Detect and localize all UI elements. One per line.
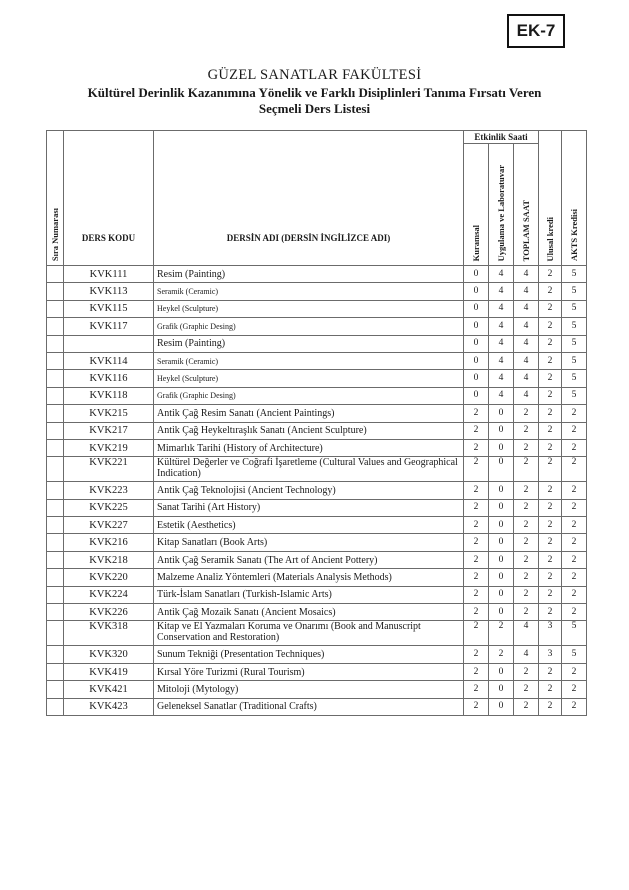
akts-value: 5 — [562, 352, 587, 369]
course-name: Antik Çağ Resim Sanatı (Ancient Paintings) — [154, 405, 464, 422]
ulusal-kredi-value: 2 — [539, 698, 562, 715]
toplam-value: 2 — [514, 405, 539, 422]
course-code: KVK113 — [64, 283, 154, 300]
header-toplam: TOPLAM SAAT — [521, 199, 531, 261]
header-akts-cell — [562, 131, 587, 266]
header-ulusal: Ulusal kredi — [545, 216, 555, 261]
course-code: KVK217 — [64, 422, 154, 439]
akts-value: 2 — [562, 422, 587, 439]
course-code: KVK216 — [64, 534, 154, 551]
kuramsal-value: 2 — [464, 517, 489, 534]
table-row — [47, 457, 587, 482]
table-row — [47, 405, 587, 422]
course-name: Kültürel Değerler ve Coğrafi İşaretleme (Cultural Values and Geographical Indication) — [154, 457, 464, 482]
uygulama-value: 4 — [489, 300, 514, 317]
kuramsal-value: 0 — [464, 335, 489, 352]
kuramsal-value: 0 — [464, 387, 489, 404]
uygulama-value: 4 — [489, 352, 514, 369]
akts-value: 2 — [562, 405, 587, 422]
course-code: KVK224 — [64, 586, 154, 603]
akts-value: 2 — [562, 439, 587, 456]
toplam-value: 2 — [514, 569, 539, 586]
course-name: Mitoloji (Mytology) — [154, 681, 464, 698]
akts-value: 2 — [562, 499, 587, 516]
uygulama-value: 4 — [489, 283, 514, 300]
ulusal-kredi-value: 2 — [539, 370, 562, 387]
sira-cell — [47, 646, 64, 663]
sira-cell — [47, 439, 64, 456]
toplam-value: 2 — [514, 534, 539, 551]
kuramsal-value: 2 — [464, 499, 489, 516]
course-name: Türk-İslam Sanatları (Turkish-Islamic Arts) — [154, 586, 464, 603]
ulusal-kredi-value: 3 — [539, 646, 562, 663]
sira-cell — [47, 569, 64, 586]
header-name: DERSİN ADI (DERSİN İNGİLİZCE ADI) — [154, 131, 464, 266]
toplam-value: 4 — [514, 352, 539, 369]
uygulama-value: 0 — [489, 698, 514, 715]
kuramsal-value: 2 — [464, 621, 489, 646]
akts-value: 5 — [562, 387, 587, 404]
table-row — [47, 422, 587, 439]
akts-value: 2 — [562, 586, 587, 603]
uygulama-value: 0 — [489, 663, 514, 680]
uygulama-value: 4 — [489, 387, 514, 404]
kuramsal-value: 2 — [464, 646, 489, 663]
table-row — [47, 517, 587, 534]
kuramsal-value: 2 — [464, 551, 489, 568]
course-name: Heykel (Sculpture) — [154, 370, 464, 387]
kuramsal-value: 2 — [464, 681, 489, 698]
sira-cell — [47, 663, 64, 680]
sira-cell — [47, 266, 64, 283]
kuramsal-value: 0 — [464, 266, 489, 283]
toplam-value: 4 — [514, 387, 539, 404]
uygulama-value: 0 — [489, 586, 514, 603]
akts-value: 5 — [562, 300, 587, 317]
header-toplam-cell — [514, 144, 539, 266]
akts-value: 2 — [562, 534, 587, 551]
sira-cell — [47, 457, 64, 482]
course-name: Antik Çağ Teknolojisi (Ancient Technology) — [154, 482, 464, 499]
ulusal-kredi-value: 2 — [539, 335, 562, 352]
course-name: Resim (Painting) — [154, 266, 464, 283]
table-row — [47, 335, 587, 352]
akts-value: 2 — [562, 482, 587, 499]
uygulama-value: 2 — [489, 646, 514, 663]
course-code: KVK223 — [64, 482, 154, 499]
header-ulusal-cell — [539, 131, 562, 266]
table-row — [47, 266, 587, 283]
course-code — [64, 335, 154, 352]
kuramsal-value: 2 — [464, 586, 489, 603]
toplam-value: 2 — [514, 663, 539, 680]
akts-value: 5 — [562, 335, 587, 352]
uygulama-value: 0 — [489, 422, 514, 439]
table-row — [47, 318, 587, 335]
table-row — [47, 663, 587, 680]
ulusal-kredi-value: 2 — [539, 318, 562, 335]
course-code: KVK221 — [64, 457, 154, 482]
table-row — [47, 283, 587, 300]
akts-value: 5 — [562, 621, 587, 646]
kuramsal-value: 2 — [464, 604, 489, 621]
sira-cell — [47, 551, 64, 568]
sira-cell — [47, 352, 64, 369]
sira-cell — [47, 698, 64, 715]
table-row — [47, 439, 587, 456]
uygulama-value: 0 — [489, 439, 514, 456]
header-akts: AKTS Kredisi — [569, 208, 579, 261]
course-code: KVK111 — [64, 266, 154, 283]
toplam-value: 2 — [514, 517, 539, 534]
uygulama-value: 2 — [489, 621, 514, 646]
toplam-value: 2 — [514, 586, 539, 603]
course-code: KVK114 — [64, 352, 154, 369]
table-row — [47, 681, 587, 698]
akts-value: 2 — [562, 517, 587, 534]
course-name: Estetik (Aesthetics) — [154, 517, 464, 534]
course-code: KVK225 — [64, 499, 154, 516]
course-code: KVK320 — [64, 646, 154, 663]
ulusal-kredi-value: 2 — [539, 604, 562, 621]
course-name: Grafik (Graphic Desing) — [154, 387, 464, 404]
kuramsal-value: 2 — [464, 457, 489, 482]
ulusal-kredi-value: 3 — [539, 621, 562, 646]
kuramsal-value: 2 — [464, 439, 489, 456]
toplam-value: 2 — [514, 439, 539, 456]
course-name: Seramik (Ceramic) — [154, 283, 464, 300]
sira-cell — [47, 499, 64, 516]
akts-value: 2 — [562, 551, 587, 568]
uygulama-value: 0 — [489, 604, 514, 621]
kuramsal-value: 2 — [464, 663, 489, 680]
header-kuramsal: Kuramsal — [471, 224, 481, 261]
uygulama-value: 0 — [489, 569, 514, 586]
course-name: Malzeme Analiz Yöntemleri (Materials Analysis Methods) — [154, 569, 464, 586]
uygulama-value: 0 — [489, 534, 514, 551]
toplam-value: 4 — [514, 318, 539, 335]
toplam-value: 2 — [514, 422, 539, 439]
akts-value: 2 — [562, 663, 587, 680]
akts-value: 5 — [562, 646, 587, 663]
faculty-title: GÜZEL SANATLAR FAKÜLTESİ — [207, 67, 422, 83]
kuramsal-value: 2 — [464, 698, 489, 715]
course-name: Antik Çağ Heykeltıraşlık Sanatı (Ancient Sculpture) — [154, 422, 464, 439]
kuramsal-value: 0 — [464, 318, 489, 335]
toplam-value: 4 — [514, 266, 539, 283]
ulusal-kredi-value: 2 — [539, 517, 562, 534]
ulusal-kredi-value: 2 — [539, 457, 562, 482]
course-code: KVK219 — [64, 439, 154, 456]
ulusal-kredi-value: 2 — [539, 499, 562, 516]
table-row — [47, 621, 587, 646]
kuramsal-value: 0 — [464, 370, 489, 387]
table-row — [47, 586, 587, 603]
header-kuramsal-cell — [464, 144, 489, 266]
sira-cell — [47, 387, 64, 404]
course-code: KVK226 — [64, 604, 154, 621]
course-name: Sanat Tarihi (Art History) — [154, 499, 464, 516]
sira-cell — [47, 681, 64, 698]
ulusal-kredi-value: 2 — [539, 482, 562, 499]
akts-value: 2 — [562, 681, 587, 698]
toplam-value: 4 — [514, 283, 539, 300]
course-code: KVK421 — [64, 681, 154, 698]
sira-cell — [47, 335, 64, 352]
akts-value: 2 — [562, 698, 587, 715]
course-name: Seramik (Ceramic) — [154, 352, 464, 369]
akts-value: 2 — [562, 569, 587, 586]
uygulama-value: 4 — [489, 318, 514, 335]
course-name: Antik Çağ Seramik Sanatı (The Art of Ancient Pottery) — [154, 551, 464, 568]
course-name: Heykel (Sculpture) — [154, 300, 464, 317]
course-name: Kitap Sanatları (Book Arts) — [154, 534, 464, 551]
uygulama-value: 0 — [489, 482, 514, 499]
course-code: KVK423 — [64, 698, 154, 715]
uygulama-value: 0 — [489, 681, 514, 698]
table-row — [47, 534, 587, 551]
table-row — [47, 646, 587, 663]
sira-cell — [47, 283, 64, 300]
sira-cell — [47, 300, 64, 317]
sira-cell — [47, 422, 64, 439]
course-code: KVK218 — [64, 551, 154, 568]
akts-value: 5 — [562, 283, 587, 300]
kuramsal-value: 2 — [464, 569, 489, 586]
course-name: Kırsal Yöre Turizmi (Rural Tourism) — [154, 663, 464, 680]
course-name: Grafik (Graphic Desing) — [154, 318, 464, 335]
table-row — [47, 604, 587, 621]
document-subtitle: Kültürel Derinlik Kazanımına Yönelik ve Farklı Disiplinleri Tanıma Fırsatı Veren — [87, 85, 542, 100]
ulusal-kredi-value: 2 — [539, 352, 562, 369]
table-row — [47, 569, 587, 586]
course-name: Resim (Painting) — [154, 335, 464, 352]
course-code: KVK318 — [64, 621, 154, 646]
course-code: KVK118 — [64, 387, 154, 404]
uygulama-value: 0 — [489, 499, 514, 516]
document-title: Seçmeli Ders Listesi — [258, 101, 371, 116]
sira-cell — [47, 405, 64, 422]
toplam-value: 4 — [514, 621, 539, 646]
uygulama-value: 0 — [489, 457, 514, 482]
toplam-value: 4 — [514, 646, 539, 663]
course-code: KVK117 — [64, 318, 154, 335]
toplam-value: 4 — [514, 370, 539, 387]
uygulama-value: 4 — [489, 335, 514, 352]
akts-value: 5 — [562, 318, 587, 335]
toplam-value: 2 — [514, 681, 539, 698]
course-table — [46, 130, 587, 716]
toplam-value: 2 — [514, 457, 539, 482]
table-row — [47, 551, 587, 568]
akts-value: 5 — [562, 370, 587, 387]
header-uygulama: Uygulama ve Laboratuvar — [496, 164, 506, 261]
table-row — [47, 352, 587, 369]
course-code: KVK115 — [64, 300, 154, 317]
ulusal-kredi-value: 2 — [539, 266, 562, 283]
header-sira-cell — [47, 131, 64, 266]
sira-cell — [47, 370, 64, 387]
ulusal-kredi-value: 2 — [539, 422, 562, 439]
course-name: Antik Çağ Mozaik Sanatı (Ancient Mosaics) — [154, 604, 464, 621]
akts-value: 2 — [562, 457, 587, 482]
sira-cell — [47, 621, 64, 646]
course-code: KVK419 — [64, 663, 154, 680]
akts-value: 5 — [562, 266, 587, 283]
sira-cell — [47, 604, 64, 621]
uygulama-value: 0 — [489, 517, 514, 534]
uygulama-value: 4 — [489, 370, 514, 387]
kuramsal-value: 2 — [464, 482, 489, 499]
ulusal-kredi-value: 2 — [539, 586, 562, 603]
akts-value: 2 — [562, 604, 587, 621]
ulusal-kredi-value: 2 — [539, 534, 562, 551]
ulusal-kredi-value: 2 — [539, 439, 562, 456]
table-row — [47, 698, 587, 715]
course-name: Mimarlık Tarihi (History of Architecture) — [154, 439, 464, 456]
table-row — [47, 370, 587, 387]
kuramsal-value: 2 — [464, 534, 489, 551]
annex-tag: EK-7 — [507, 14, 565, 48]
table-row — [47, 499, 587, 516]
ulusal-kredi-value: 2 — [539, 681, 562, 698]
header-sira: Sıra Numarası — [50, 207, 60, 261]
uygulama-value: 4 — [489, 266, 514, 283]
course-name: Sunum Tekniği (Presentation Techniques) — [154, 646, 464, 663]
kuramsal-value: 2 — [464, 405, 489, 422]
ulusal-kredi-value: 2 — [539, 283, 562, 300]
sira-cell — [47, 534, 64, 551]
toplam-value: 2 — [514, 698, 539, 715]
table-row — [47, 482, 587, 499]
header-code: DERS KODU — [64, 131, 154, 266]
sira-cell — [47, 482, 64, 499]
toplam-value: 2 — [514, 551, 539, 568]
table-row — [47, 300, 587, 317]
ulusal-kredi-value: 2 — [539, 569, 562, 586]
uygulama-value: 0 — [489, 405, 514, 422]
kuramsal-value: 0 — [464, 300, 489, 317]
course-code: KVK215 — [64, 405, 154, 422]
kuramsal-value: 0 — [464, 283, 489, 300]
course-code: KVK116 — [64, 370, 154, 387]
toplam-value: 2 — [514, 499, 539, 516]
uygulama-value: 0 — [489, 551, 514, 568]
course-code: KVK220 — [64, 569, 154, 586]
ulusal-kredi-value: 2 — [539, 663, 562, 680]
ulusal-kredi-value: 2 — [539, 551, 562, 568]
ulusal-kredi-value: 2 — [539, 387, 562, 404]
sira-cell — [47, 318, 64, 335]
course-name: Kitap ve El Yazmaları Koruma ve Onarımı (Book and Manuscript Conservation and Restoration) — [154, 621, 464, 646]
table-row — [47, 387, 587, 404]
header-etkinlik-saati: Etkinlik Saati — [464, 131, 539, 144]
ulusal-kredi-value: 2 — [539, 405, 562, 422]
ulusal-kredi-value: 2 — [539, 300, 562, 317]
kuramsal-value: 2 — [464, 422, 489, 439]
sira-cell — [47, 517, 64, 534]
header-uygulama-cell — [489, 144, 514, 266]
toplam-value: 2 — [514, 482, 539, 499]
toplam-value: 2 — [514, 604, 539, 621]
toplam-value: 4 — [514, 335, 539, 352]
kuramsal-value: 0 — [464, 352, 489, 369]
toplam-value: 4 — [514, 300, 539, 317]
course-code: KVK227 — [64, 517, 154, 534]
sira-cell — [47, 586, 64, 603]
course-name: Geleneksel Sanatlar (Traditional Crafts) — [154, 698, 464, 715]
